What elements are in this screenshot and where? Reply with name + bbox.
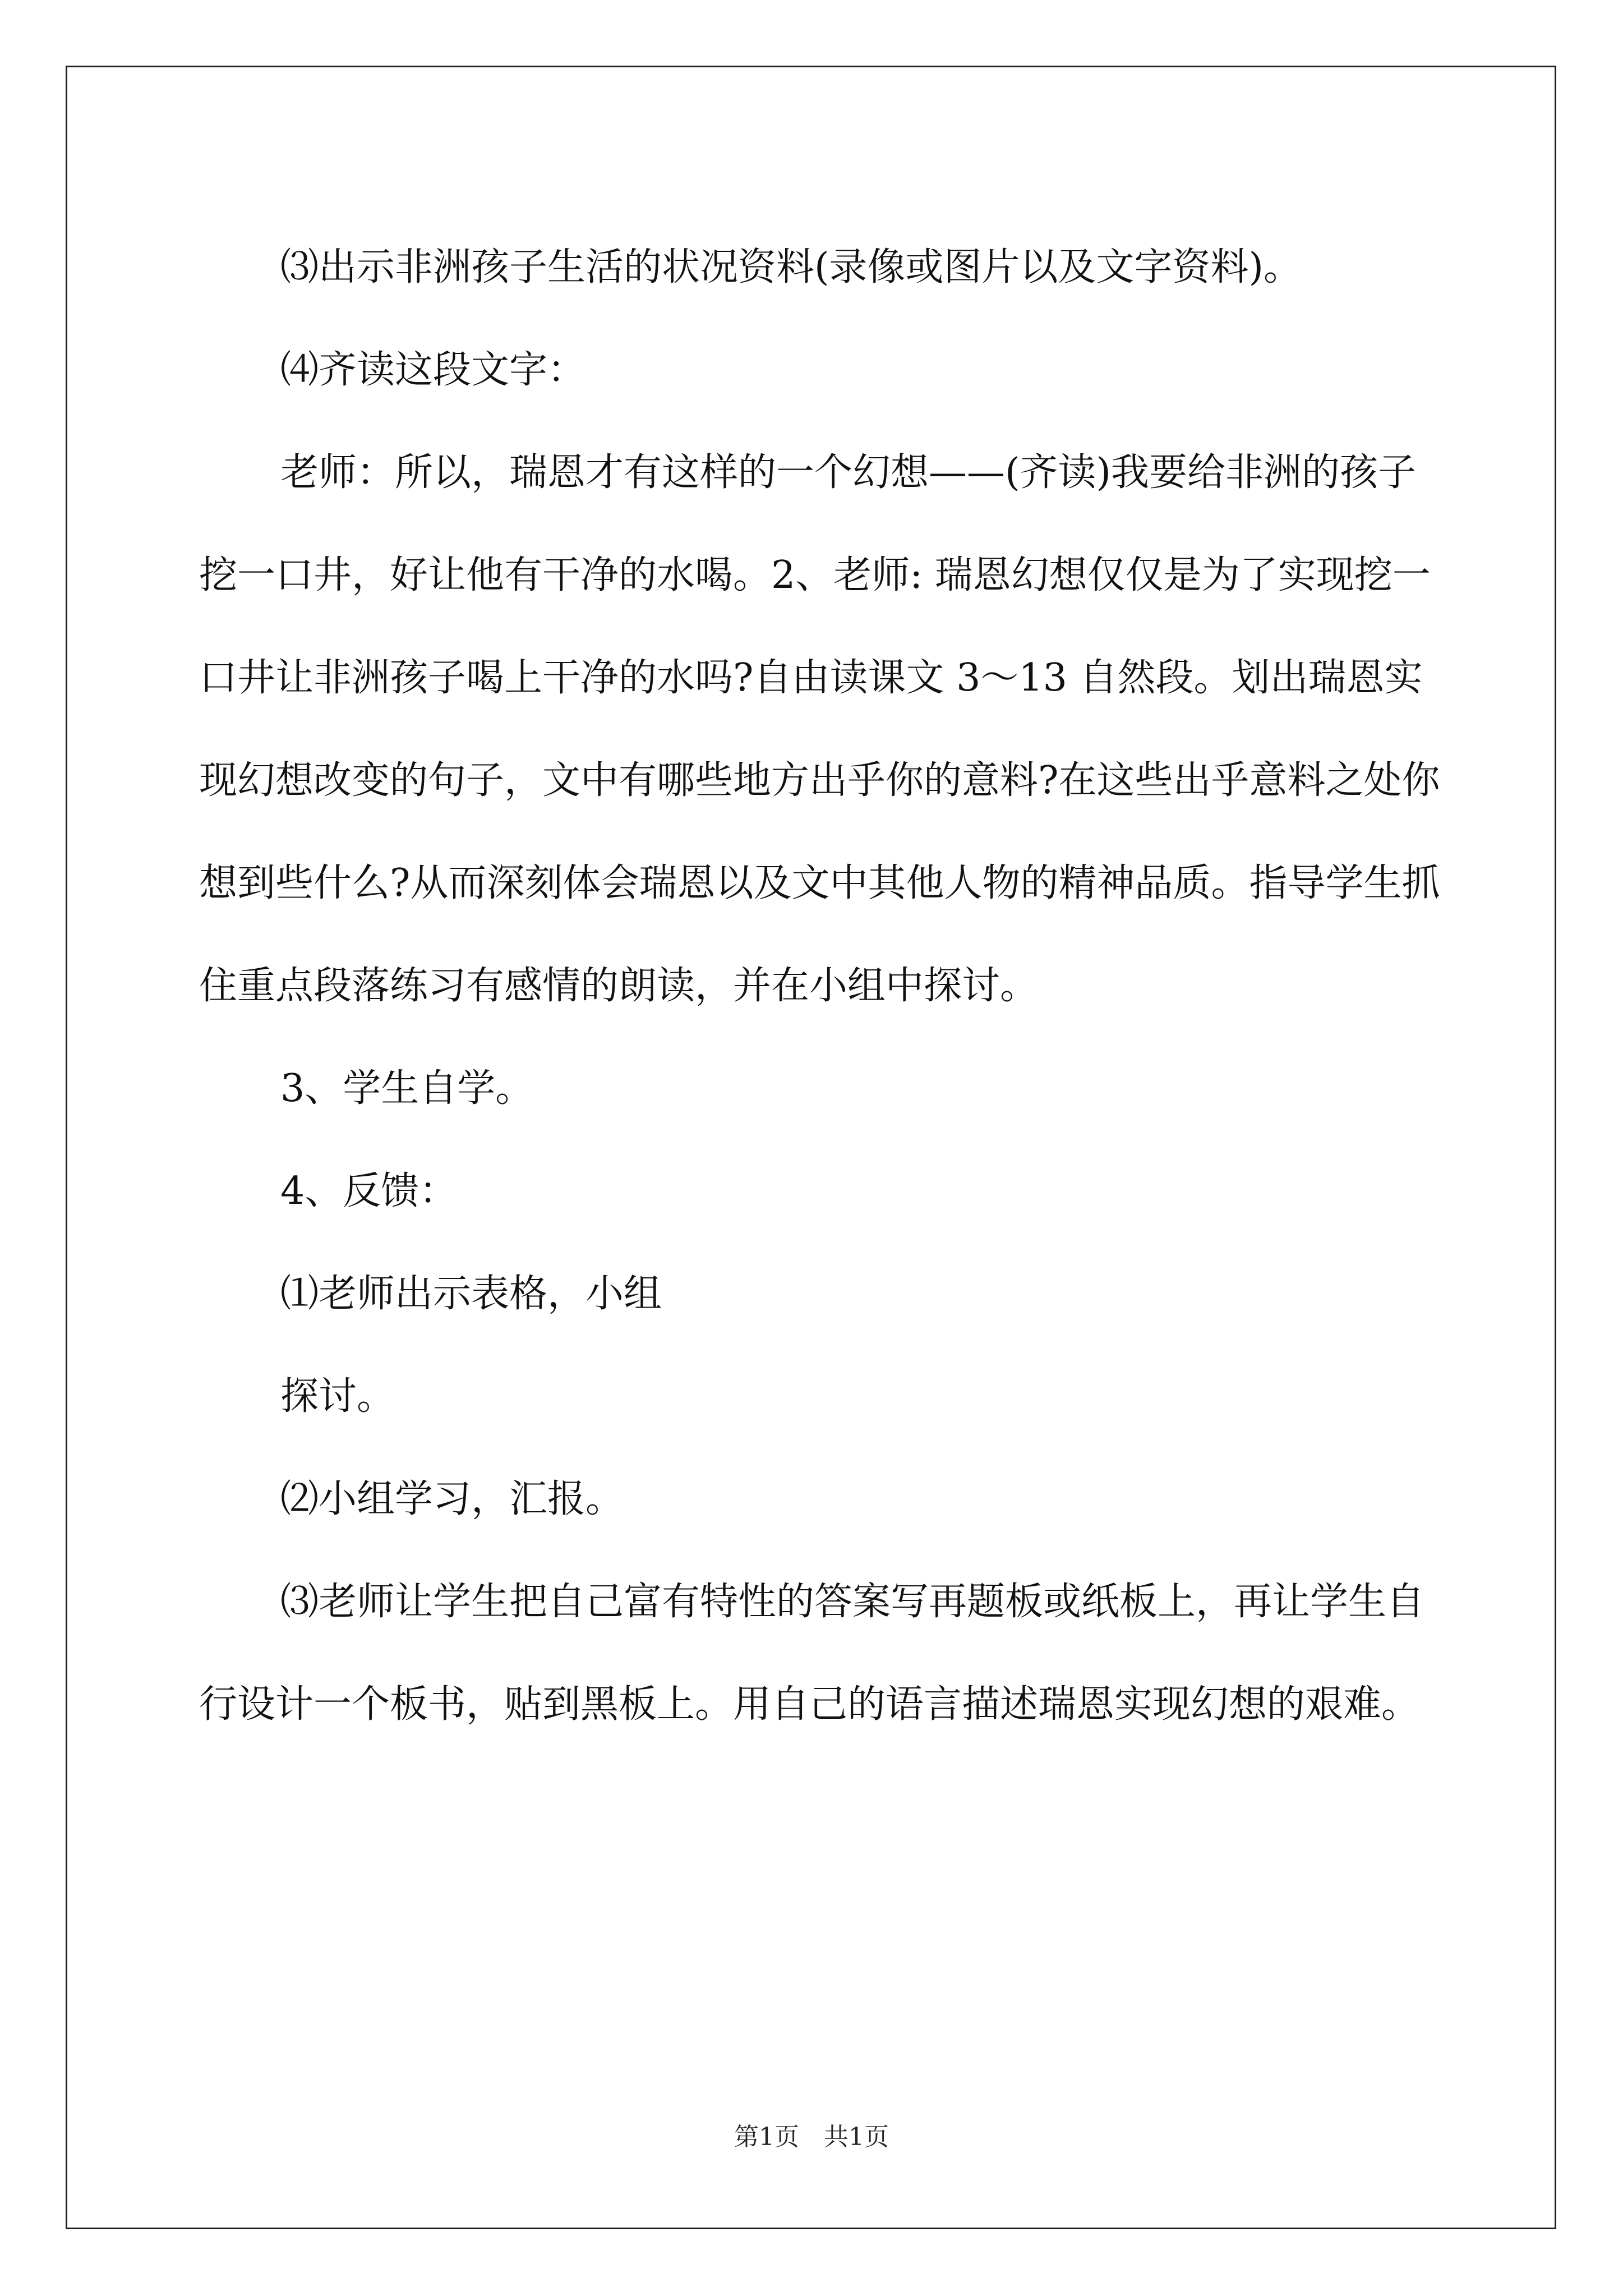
paragraph-5: 4、反馈： <box>280 1169 458 1213</box>
document-body <box>199 216 1450 1756</box>
paragraph-7: 探讨。 <box>280 1374 395 1419</box>
paragraph-4: 3、学生自学。 <box>280 1066 534 1111</box>
paragraph-8: ⑵小组学习，汇报。 <box>280 1477 624 1521</box>
page-footer: 第1页 共1页 <box>734 2123 889 2151</box>
paragraph-9: ⑶老师让学生把自己富有特性的答案写再题板或纸板上，再让学生自行设计一个板书，贴到黑板上。用自己的语言描述瑞恩实现幻想的艰难。 <box>199 1580 1425 1727</box>
paragraph-2: ⑷齐读这段文字： <box>280 348 586 392</box>
paragraph-6: ⑴老师出示表格，小组 <box>280 1272 662 1316</box>
paragraph-1: ⑶出示非洲孩子生活的状况资料(录像或图片以及文字资料)。 <box>280 245 1302 289</box>
paragraph-3: 老师：所以，瑞恩才有这样的一个幻想——(齐读)我要给非洲的孩子挖一口井，好让他有干净的水喝。2、老师: 瑞恩幻想仅仅是为了实现挖一口井让非洲孩子喝上干净的水吗?自由读课文 3～13 自然段。划出瑞恩实现幻想改变的句子，文中有哪些地方出乎你的意料?在这些出乎意料之处你想到些什么?从而深刻体会瑞恩以及文中其他人物的精神品质。指导学生抓住重点段落练习有感情的朗读，并在小组中探讨。 <box>199 450 1440 1008</box>
